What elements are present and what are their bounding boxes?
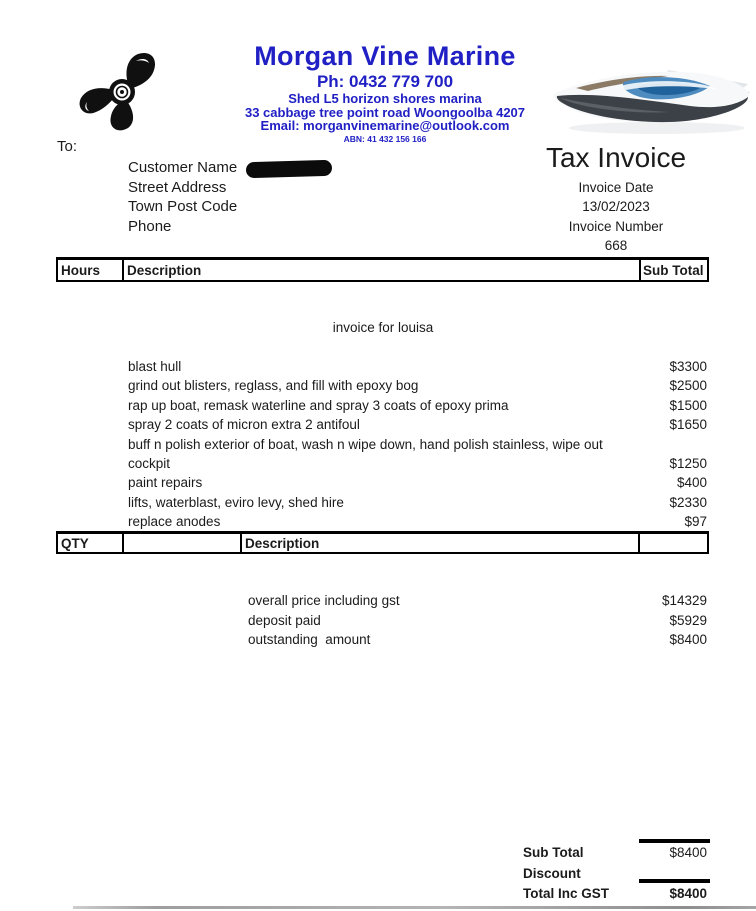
invoice-meta <box>520 141 712 255</box>
page-bottom-divider <box>73 906 756 909</box>
total-inc-gst-label: Total Inc GST <box>523 886 610 902</box>
summary-amount: $14329 <box>661 593 707 608</box>
invoice-note: invoice for louisa <box>332 320 434 335</box>
item-amount: $3300 <box>669 359 707 374</box>
item-description: paint repairs <box>128 475 203 491</box>
summary-row <box>248 611 707 631</box>
invoice-number-label: Invoice Number <box>568 218 664 234</box>
invoice-date-label: Invoice Date <box>578 180 654 195</box>
discount-label: Discount <box>523 865 581 881</box>
totals-block <box>523 843 707 905</box>
column-header-qty-description: Description <box>242 534 640 552</box>
invoice-number-value: 668 <box>604 237 628 253</box>
table-row <box>128 376 707 395</box>
bill-to-phone: Phone <box>128 217 172 235</box>
speedboat-image <box>550 40 756 140</box>
summary-block <box>248 591 707 650</box>
page-title: Tax Invoice <box>545 142 687 173</box>
summary-label: overall price including gst <box>248 593 400 608</box>
qty-table-header <box>56 531 709 554</box>
summary-label: outstanding amount <box>248 632 371 647</box>
summary-amount: $8400 <box>669 632 707 647</box>
bill-to-town-post-code: Town Post Code <box>128 198 238 215</box>
company-address-line1: Shed L5 horizon shores marina <box>288 91 482 106</box>
table-row <box>128 454 707 473</box>
qty-empty-cell <box>124 534 242 552</box>
invoice-line-items <box>128 357 707 532</box>
column-header-hours: Hours <box>58 260 124 280</box>
item-description: rap up boat, remask waterline and spray 3 coats of epoxy prima <box>128 397 509 413</box>
item-amount: $1650 <box>669 417 707 433</box>
column-header-description: Description <box>124 260 641 280</box>
total-inc-gst-row <box>523 884 707 905</box>
item-description: blast hull <box>128 359 182 374</box>
item-amount: $400 <box>676 475 707 491</box>
column-header-subtotal: Sub Total <box>643 263 704 278</box>
item-amount: $2330 <box>669 494 707 510</box>
item-description: cockpit <box>128 455 171 471</box>
table-row <box>128 512 707 531</box>
company-address-line2: 33 cabbage tree point road Woongoolba 4207 <box>244 104 526 120</box>
company-header <box>188 42 582 144</box>
company-name: Morgan Vine Marine <box>254 41 516 71</box>
qty-empty-cell <box>640 534 707 552</box>
summary-row <box>248 591 707 611</box>
table-row <box>128 415 707 434</box>
table-row <box>128 396 707 415</box>
summary-row <box>248 630 707 650</box>
subtotal-value: $8400 <box>669 845 707 860</box>
item-description: lifts, waterblast, eviro levy, shed hire <box>128 494 344 510</box>
bill-to-street-address: Street Address <box>128 178 227 196</box>
item-amount: $1250 <box>669 455 707 471</box>
total-inc-gst-value: $8400 <box>669 886 707 902</box>
bill-to-label: To: <box>57 138 78 155</box>
column-header-qty: QTY <box>58 534 124 552</box>
item-amount: $2500 <box>669 378 707 394</box>
table-row <box>128 493 707 512</box>
item-description: replace anodes <box>128 514 221 530</box>
invoice-date-value: 13/02/2023 <box>582 199 650 215</box>
company-abn: ABN: 41 432 156 166 <box>343 133 427 144</box>
item-description: spray 2 coats of micron extra 2 antifoul <box>128 417 360 433</box>
bill-to-block <box>128 158 237 236</box>
discount-row <box>523 864 707 885</box>
table-row <box>128 473 707 492</box>
table-row <box>128 435 707 454</box>
items-table-header <box>56 257 709 282</box>
customer-name-redaction <box>246 160 332 178</box>
propeller-logo-icon <box>74 50 170 134</box>
subtotal-row <box>523 843 707 864</box>
item-description: grind out blisters, reglass, and fill with epoxy bog <box>128 378 419 394</box>
summary-amount: $5929 <box>669 612 707 628</box>
bill-to-customer-name: Customer Name <box>128 159 238 176</box>
summary-label: deposit paid <box>248 612 321 628</box>
table-row <box>128 357 707 376</box>
item-description: buff n polish exterior of boat, wash n wipe down, hand polish stainless, wipe out <box>128 436 603 452</box>
company-email: Email: morganvinemarine@outlook.com <box>260 118 510 133</box>
item-amount: $97 <box>684 514 707 530</box>
subtotal-label: Sub Total <box>523 845 584 860</box>
company-phone: Ph: 0432 779 700 <box>316 72 454 91</box>
item-amount: $1500 <box>669 397 707 413</box>
